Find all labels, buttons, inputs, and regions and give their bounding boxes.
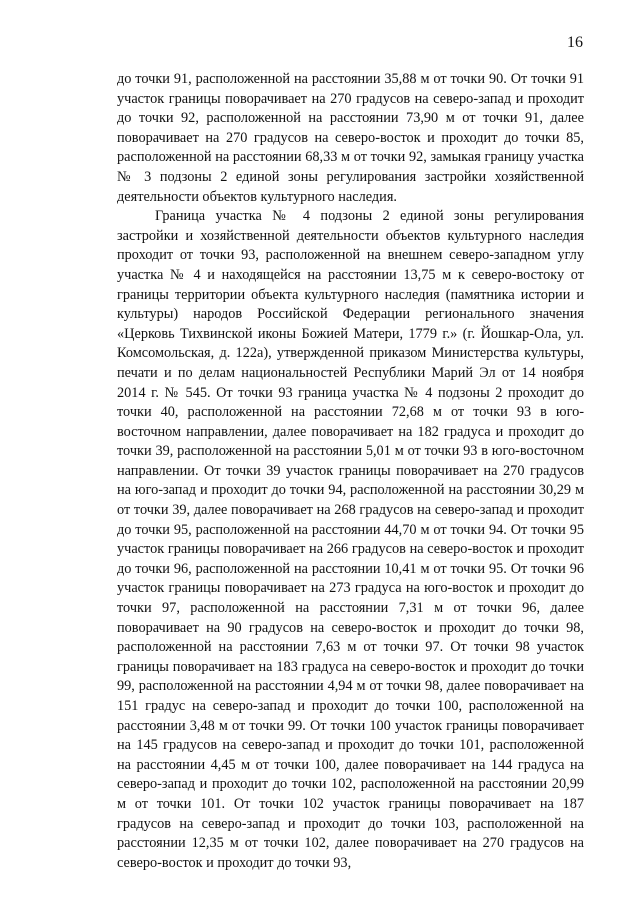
document-body [117,70,584,873]
page-number: 16 [567,34,583,51]
paragraph-continuation: до точки 91, расположенной на расстоянии 35,88 м от точки 90. От точки 91 участок границы поворачивает на 270 градусов на северо-запад и проходит до точки 92, расположенной на расстоянии 73,90 м от точки 91, далее поворачивает на 270 градусов на северо-восток и проходит до точки 85, расположенной на расстоянии 68,33 м от точки 92, замыкая границу участка № 3 подзоны 2 единой зоны регулирования застройки хозяйственной деятельности объектов культурного наследия. [117,71,584,205]
paragraph-plot-4-boundary: Граница участка № 4 подзоны 2 единой зоны регулирования застройки и хозяйственной деятельности объектов культурного наследия проходит от точки 93, расположенной на внешнем северо-западном углу участка № 4 и находящейся на расстоянии 13,75 м к северо-востоку от границы территории объекта культурного наследия (памятника истории и культуры) народов Российской Федерации регионального значения «Церковь Тихвинской иконы Божией Матери, 1779 г.» (г. Йошкар-Ола, ул. Комсомольская, д. 122а), утвержденной приказом Министерства культуры, печати и по делам национальностей Республики Марий Эл от 14 ноября 2014 г. № 545. От точки 93 граница участка № 4 подзоны 2 проходит до точки 40, расположенной на расстоянии 72,68 м от точки 93 в юго-восточном направлении, далее поворачивает на 182 градуса и проходит до точки 39, расположенной на расстоянии 5,01 м от точки 93 в юго-восточном направлении. От точки 39 участок границы поворачивает на 270 градусов на юго-запад и проходит до точки 94, расположенной на расстоянии 30,29 м от точки 39, далее поворачивает на 268 градусов на северо-запад и проходит до точки 95, расположенной на расстоянии 44,70 м от точки 94. От точки 95 участок границы поворачивает на 266 градусов на северо-восток и проходит до точки 96, расположенной на расстоянии 10,41 м от точки 95. От точки 96 участок границы поворачивает на 273 градуса на юго-восток и проходит до точки 97, расположенной на расстоянии 7,31 м от точки 96, далее поворачивает на 90 градусов на северо-восток и проходит до точки 98, расположенной на расстоянии 7,63 м от точки 97. От точки 98 участок границы поворачивает на 183 градуса на северо-восток и проходит до точки 99, расположенной на расстоянии 4,94 м от точки 98, далее поворачивает на 151 градус на северо-запад и проходит до точки 100, расположенной на расстоянии 3,48 м от точки 99. От точки 100 участок границы поворачивает на 145 градусов на северо-запад и проходит до точки 101, расположенной на расстоянии 4,45 м от точки 100, далее поворачивает на 144 градуса на северо-запад и проходит до точки 102, расположенной на расстоянии 20,99 м от точки 101. От точки 102 участок границы поворачивает на 187 градусов на северо-запад и проходит до точки 103, расположенной на расстоянии 12,35 м от точки 102, далее поворачивает на 270 градусов на северо-восток и проходит до точки 93, [117,208,584,871]
